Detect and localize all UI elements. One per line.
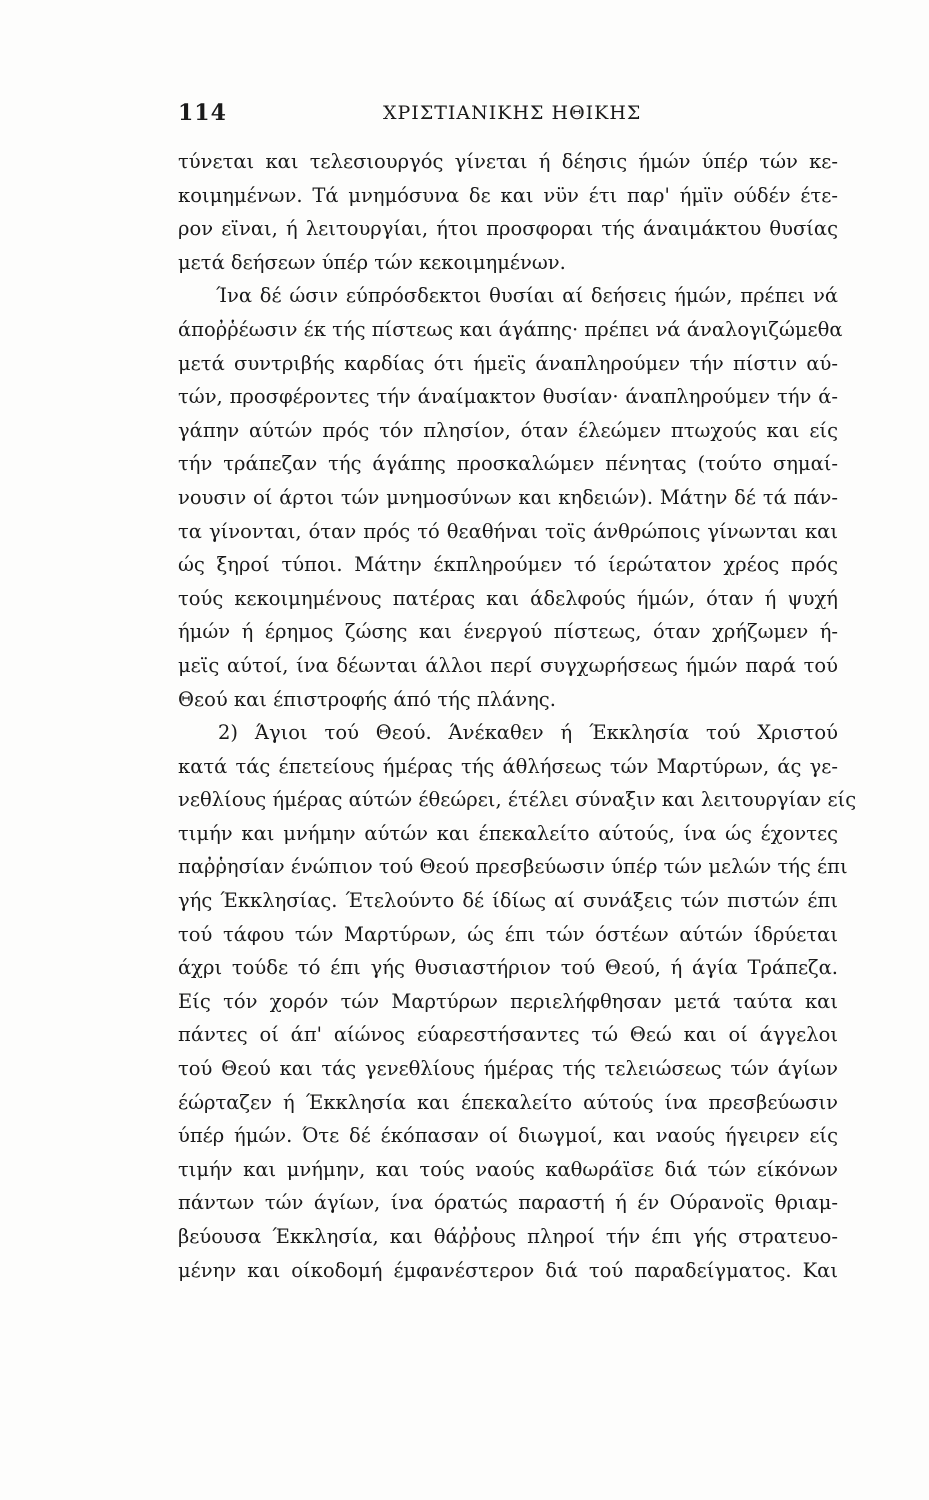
text-line: άποῤῥέωσιν έκ τής πίστεως και άγάπης· πρέπει νά άναλογιζώμεθα	[178, 317, 843, 341]
text-line: πάντες οί άπ' αίώνος εύαρεστήσαντες τώ Θεώ και οί άγγελοι	[178, 1023, 838, 1047]
text-line: γάπην αύτών πρός τόν πλησίον, όταν έλεώμεν πτωχούς και είς	[178, 418, 838, 442]
text-line: παῤῥησίαν ένώπιον τού Θεού πρεσβεύωσιν ύπέρ τών μελών τής έπι	[178, 855, 848, 879]
page-header	[178, 100, 838, 130]
text-line: Ίνα δέ ώσιν εύπρόσδεκτοι θυσίαι αί δεήσεις ήμών, πρέπει νά	[216, 284, 838, 308]
text-line: τιμήν και μνήμην, και τούς ναούς καθωράϊσε διά τών είκόνων	[178, 1157, 838, 1181]
text-line: νεθλίους ήμέρας αύτών έθεώρει, έτέλει σύναξιν και λειτουργίαν είς	[178, 788, 857, 812]
text-line: ύπέρ ήμών. Ότε δέ έκόπασαν οί διωγμοί, και ναούς ήγειρεν είς	[178, 1124, 838, 1148]
text-line: τού Θεού και τάς γενεθλίους ήμέρας τής τελειώσεως τών άγίων	[178, 1057, 838, 1081]
text-line: Θεού και έπιστροφής άπό τής πλάνης.	[178, 687, 556, 711]
running-title: ΧΡΙΣΤΙΑΝΙΚΗΣ ΗΘΙΚΗΣ	[383, 102, 642, 124]
text-line: ώς ξηροί τύποι. Μάτην έκπληρούμεν τό ίερώτατον χρέος πρός	[178, 553, 838, 577]
text-line: τα γίνονται, όταν πρός τό θεαθήναι τοϊς άνθρώποις γίνωνται και	[178, 519, 838, 543]
text-line: τήν τράπεζαν τής άγάπης προσκαλώμεν πένητας (τούτο σημαί-	[178, 452, 838, 476]
text-line: γής Έκκλησίας. Έτελούντο δέ ίδίως αί συνάξεις τών πιστών έπι	[178, 889, 838, 913]
body-text	[178, 145, 857, 1287]
text-line: πάντων τών άγίων, ίνα όρατώς παραστή ή έν Ούρανοϊς θριαμ-	[178, 1191, 838, 1215]
page-number: 114	[178, 100, 227, 126]
text-line: ήμών ή έρημος ζώσης και ένεργού πίστεως, όταν χρήζωμεν ή-	[178, 620, 838, 644]
text-line: βεύουσα Έκκλησία, και θάῤῥους πληροί τήν έπι γής στρατευο-	[178, 1225, 838, 1248]
text-line: τύνεται και τελεσιουργός γίνεται ή δέησις ήμών ύπέρ τών κε-	[178, 150, 838, 173]
text-line: μετά συντριβής καρδίας ότι ήμεϊς άναπληρούμεν τήν πίστιν αύ-	[178, 351, 838, 375]
text-line: κοιμημένων. Τά μνημόσυνα δε και νϋν έτι παρ' ήμϊν ούδέν έτε-	[178, 183, 838, 207]
text-line: Είς τόν χορόν τών Μαρτύρων περιελήφθησαν μετά ταύτα και	[178, 989, 838, 1013]
section-heading-line: 2) Άγιοι τού Θεού. Άνέκαθεν ή Έκκλησία τού Χριστού	[218, 721, 838, 745]
text-line: τούς κεκοιμημένους πατέρας και άδελφούς ήμών, όταν ή ψυχή	[178, 586, 838, 610]
text-line: έώρταζεν ή Έκκλησία και έπεκαλείτο αύτούς ίνα πρεσβεύωσιν	[178, 1090, 838, 1114]
text-line: μετά δεήσεων ύπέρ τών κεκοιμημένων.	[178, 250, 566, 274]
text-line: μένην και οίκοδομή έμφανέστερον διά τού παραδείγματος. Και	[178, 1258, 838, 1282]
text-line: τιμήν και μνήμην αύτών και έπεκαλείτο αύτούς, ίνα ώς έχοντες	[178, 821, 838, 845]
text-line: ρον εϊναι, ή λειτουργίαι, ήτοι προσφοραι τής άναιμάκτου θυσίας	[178, 217, 838, 241]
text-line: μεϊς αύτοί, ίνα δέωνται άλλοι περί συγχωρήσεως ήμών παρά τού	[178, 653, 838, 677]
text-line: τών, προσφέροντες τήν άναίμακτον θυσίαν· άναπληρούμεν τήν ά-	[178, 385, 838, 409]
text-line: νουσιν οί άρτοι τών μνημοσύνων και κηδειών). Μάτην δέ τά πάν-	[178, 485, 838, 509]
text-line: κατά τάς έπετείους ήμέρας τής άθλήσεως τών Μαρτύρων, άς γε-	[178, 754, 838, 778]
text-line: άχρι τούδε τό έπι γής θυσιαστήριον τού Θεού, ή άγία Τράπεζα.	[178, 956, 838, 980]
text-line: τού τάφου τών Μαρτύρων, ώς έπι τών όστέων αύτών ίδρύεται	[178, 922, 838, 946]
